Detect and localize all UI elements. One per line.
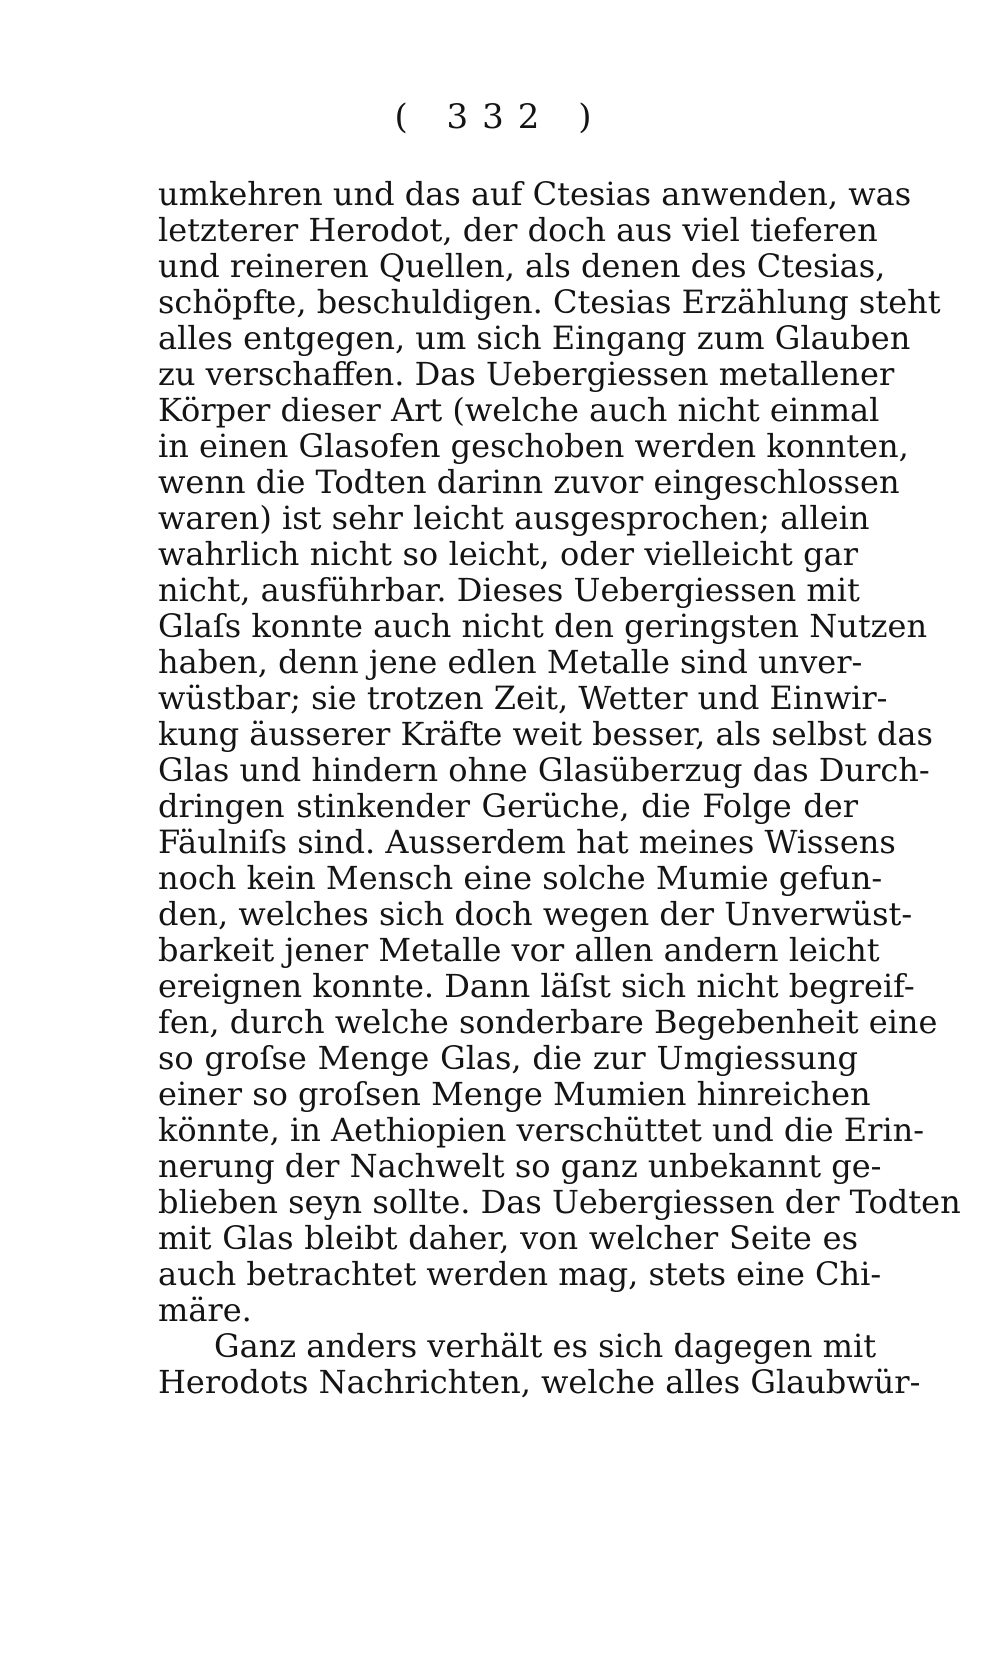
- text-line: wüstbar; sie trotzen Zeit, Wetter und Einwir-: [158, 679, 888, 717]
- text-line: noch kein Mensch eine solche Mumie gefun-: [158, 859, 883, 897]
- text-line: haben, denn jene edlen Metalle sind unver-: [158, 643, 863, 681]
- paragraph: [158, 1327, 921, 1401]
- text-line: wenn die Todten darinn zuvor eingeschlossen: [158, 463, 900, 501]
- text-line: dringen stinkender Gerüche, die Folge der: [158, 787, 858, 825]
- text-line: märe.: [158, 1291, 252, 1329]
- text-line: umkehren und das auf Ctesias anwenden, was: [158, 175, 912, 213]
- text-line: könnte, in Aethiopien verschüttet und die Erin-: [158, 1111, 925, 1149]
- page-number: ( 332 ): [394, 97, 606, 137]
- text-line: kung äusserer Kräfte weit besser, als selbst das: [158, 715, 933, 753]
- text-line: auch betrachtet werden mag, stets eine Chi-: [158, 1255, 882, 1293]
- text-line: fen, durch welche sonderbare Begebenheit eine: [158, 1003, 938, 1041]
- paragraph: [158, 175, 961, 1329]
- text-line: ereignen konnte. Dann läſst sich nicht begreif-: [158, 967, 915, 1005]
- text-line: Glas und hindern ohne Glasüberzug das Durch-: [158, 751, 930, 789]
- text-line: Körper dieser Art (welche auch nicht einmal: [158, 391, 880, 429]
- text-line: wahrlich nicht so leicht, oder vielleicht gar: [158, 535, 858, 573]
- text-line: Glaſs konnte auch nicht den geringsten Nutzen: [158, 607, 928, 645]
- text-line: letzterer Herodot, der doch aus viel tieferen: [158, 211, 878, 249]
- text-line: und reineren Quellen, als denen des Ctesias,: [158, 247, 886, 285]
- text-line: Herodots Nachrichten, welche alles Glaubwür-: [158, 1363, 921, 1401]
- text-line: nicht, ausführbar. Dieses Uebergiessen mit: [158, 571, 860, 609]
- text-line: mit Glas bleibt daher, von welcher Seite es: [158, 1219, 858, 1257]
- text-line: waren) ist sehr leicht ausgesprochen; allein: [158, 499, 870, 537]
- text-line: nerung der Nachwelt so ganz unbekannt ge-: [158, 1147, 882, 1185]
- text-line: blieben seyn sollte. Das Uebergiessen der Todten: [158, 1183, 961, 1221]
- text-line: barkeit jener Metalle vor allen andern leicht: [158, 931, 880, 969]
- text-line: so groſse Menge Glas, die zur Umgiessung: [158, 1039, 858, 1077]
- text-line: in einen Glasofen geschoben werden konnten,: [158, 427, 909, 465]
- text-line: Ganz anders verhält es sich dagegen mit: [214, 1327, 877, 1365]
- text-line: einer so groſsen Menge Mumien hinreichen: [158, 1075, 871, 1113]
- text-line: zu verschaffen. Das Uebergiessen metallener: [158, 355, 895, 393]
- text-line: den, welches sich doch wegen der Unverwüst-: [158, 895, 913, 933]
- body-text: [158, 175, 961, 1401]
- text-line: alles entgegen, um sich Eingang zum Glauben: [158, 319, 911, 357]
- text-line: Fäulniſs sind. Ausserdem hat meines Wissens: [158, 823, 896, 861]
- text-line: schöpfte, beschuldigen. Ctesias Erzählung steht: [158, 283, 941, 321]
